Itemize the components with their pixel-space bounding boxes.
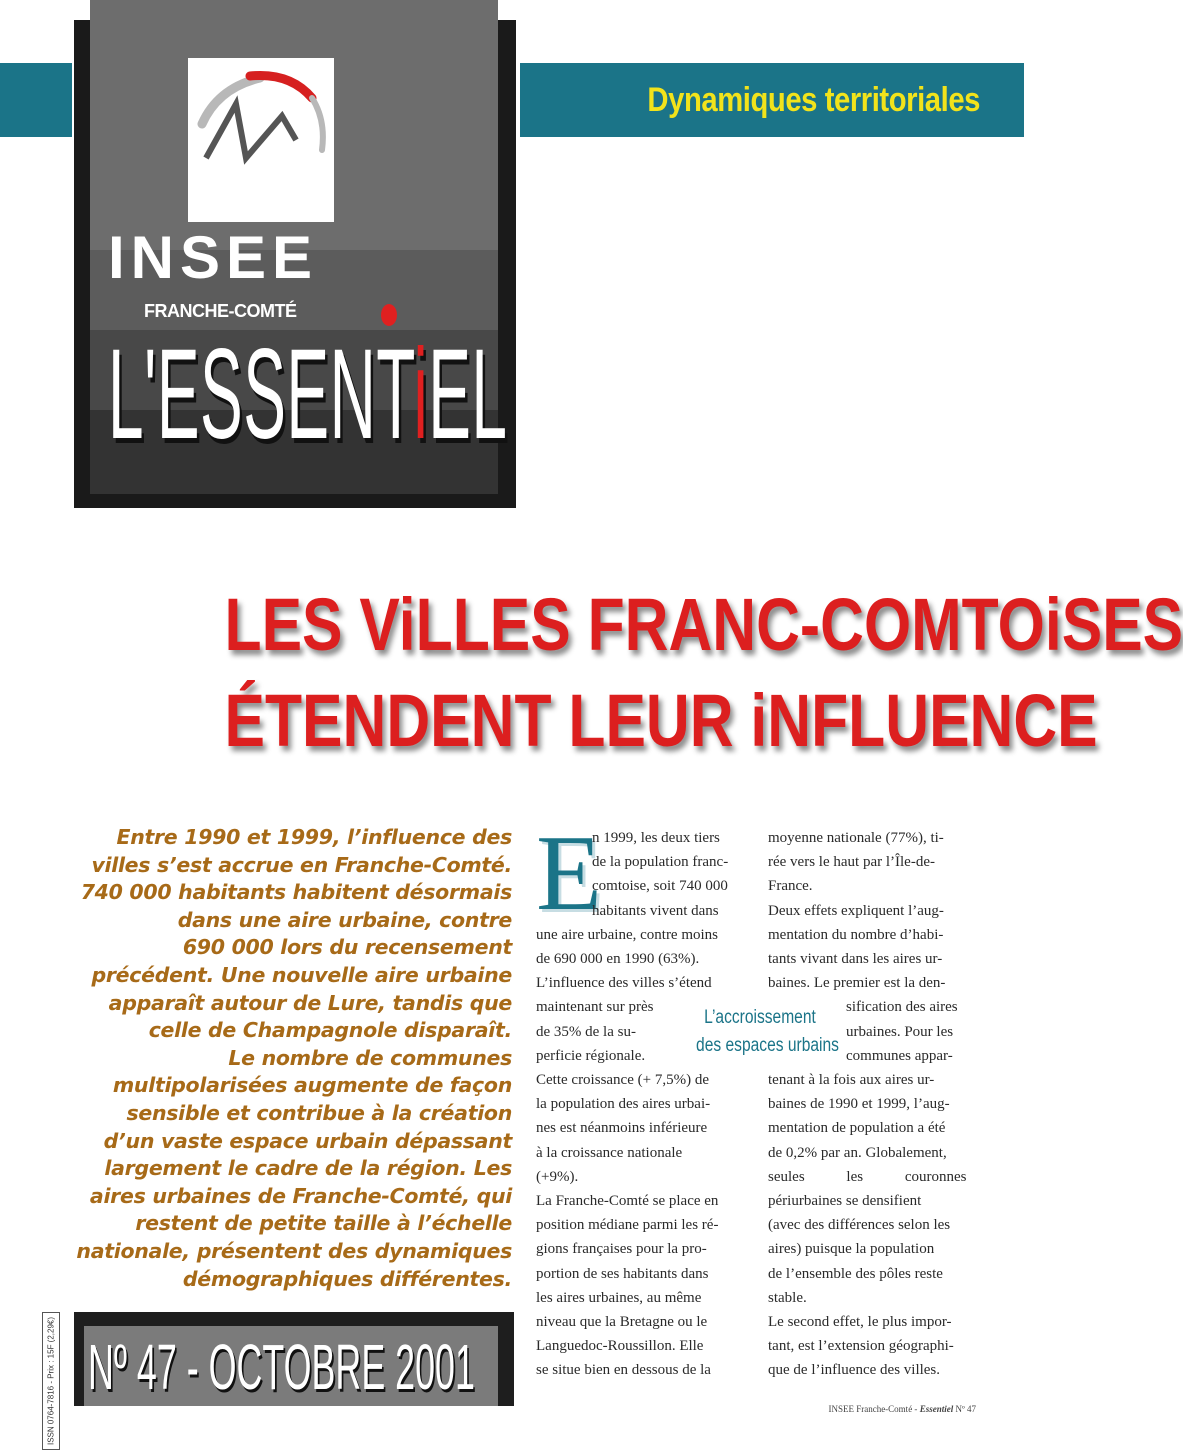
insee-logo — [188, 58, 334, 222]
headline-line-2: ÉTENDENT LEUR iNFLUENCE — [224, 679, 1098, 762]
body-line: périurbaines se densifient — [768, 1193, 922, 1210]
body-line: Deux effets expliquent l’aug- — [768, 902, 944, 919]
body-line: les aires urbaines, au même — [536, 1289, 702, 1306]
lead-paragraph — [56, 824, 512, 1293]
subhead-line-2: des espaces urbains — [696, 1035, 839, 1056]
body-line: (+9%). — [536, 1168, 579, 1185]
body-line: mentation du nombre d’habi- — [768, 926, 944, 943]
issue-number: Nº 47 - OCTOBRE 2001 — [88, 1331, 475, 1403]
body-line: maintenant sur près — [536, 999, 654, 1016]
body-line: tants vivant dans les aires ur- — [768, 951, 943, 968]
body-line: Le second effet, le plus impor- — [768, 1314, 952, 1331]
lead-line: villes s’est accrue en Franche-Comté. — [91, 852, 512, 877]
drop-cap: E — [536, 814, 602, 933]
lead-line: apparaît autour de Lure, tandis que — [108, 990, 512, 1015]
lead-line: celle de Champagnole disparaît. — [148, 1018, 512, 1043]
body-line: gions françaises pour la pro- — [536, 1241, 707, 1258]
body-line: niveau que la Bretagne ou le — [536, 1314, 708, 1331]
lead-line: précédent. Une nouvelle aire urbaine — [91, 962, 512, 987]
essentiel-title-prefix: L'ESSENT — [108, 323, 414, 466]
header-band-left — [0, 63, 72, 137]
body-line: n 1999, les deux tiers — [592, 830, 720, 846]
body-line: communes appar- — [846, 1047, 953, 1064]
lead-line: dans une aire urbaine, contre — [177, 907, 512, 932]
brand-insee: INSEE — [108, 224, 319, 291]
body-line: nes est néanmoins inférieure — [536, 1120, 708, 1137]
body-line: rée vers le haut par l’Île-de- — [768, 854, 935, 871]
lead-line: Entre 1990 et 1999, l’influence des — [116, 825, 512, 849]
body-line: que de l’influence des villes. — [768, 1362, 941, 1379]
footer-prefix: INSEE Franche-Comté - — [828, 1404, 920, 1414]
body-line: stable. — [768, 1289, 807, 1306]
body-line: L’influence des villes s’étend — [536, 975, 712, 992]
body-line: Languedoc-Roussillon. Elle — [536, 1338, 704, 1355]
headline-line-1: LES ViLLES FRANC-COMTOiSES — [224, 583, 1183, 666]
body-line: seules les couronnes — [768, 1168, 967, 1185]
body-line: à la croissance nationale — [536, 1144, 683, 1161]
lead-line: aires urbaines de Franche-Comté, qui — [89, 1183, 512, 1208]
body-line: urbaines. Pour les — [846, 1023, 954, 1040]
body-line: baines. Le premier est la den- — [768, 975, 946, 992]
body-column-2 — [768, 826, 976, 1383]
insee-logo-icon — [188, 58, 334, 222]
body-line: habitants vivent dans — [592, 902, 719, 919]
body-line: moyenne nationale (77%), ti- — [768, 830, 944, 846]
lead-line: multipolarisées augmente de façon — [112, 1073, 512, 1098]
body-line: de la population franc- — [592, 854, 729, 871]
body-line: de l’ensemble des pôles reste — [768, 1265, 943, 1282]
lead-line: nationale, présentent des dynamiques — [76, 1238, 512, 1263]
issn-text: ISSN 0764-7816 - Prix : 15F (2,29€) — [46, 1316, 56, 1446]
lead-line: sensible et contribue à la création — [126, 1100, 512, 1125]
body-line: tant, est l’extension géographi- — [768, 1338, 954, 1355]
essentiel-title-i: i — [413, 323, 429, 466]
lead-line: Le nombre de communes — [228, 1045, 512, 1070]
lead-line: démographiques différentes. — [182, 1266, 512, 1291]
body-line: une aire urbaine, contre moins — [536, 926, 719, 943]
rubric-title: Dynamiques territoriales — [647, 80, 980, 119]
body-line: mentation de population a été — [768, 1120, 946, 1137]
body-line: tenant à la fois aux aires ur- — [768, 1072, 935, 1089]
body-line: de 0,2% par an. Globalement, — [768, 1144, 947, 1161]
essentiel-title — [108, 320, 508, 470]
body-line: perficie régionale. — [536, 1047, 646, 1064]
lead-line: largement le cadre de la région. Les — [104, 1156, 512, 1181]
essentiel-title-suffix: EL — [428, 323, 508, 466]
lead-line: 740 000 habitants habitent désormais — [80, 880, 512, 905]
body-line: de 35% de la su- — [536, 1023, 636, 1040]
body-line: position médiane parmi les ré- — [536, 1217, 719, 1234]
body-line: France. — [768, 878, 813, 895]
body-line: comtoise, soit 740 000 — [592, 878, 728, 895]
body-line: Cette croissance (+ 7,5%) de — [536, 1072, 709, 1089]
footer-brand: Essentiel — [919, 1404, 954, 1414]
lead-line: restent de petite taille à l’échelle — [135, 1211, 512, 1236]
body-line: sification des aires — [846, 999, 958, 1016]
body-line: La Franche-Comté se place en — [536, 1193, 719, 1210]
body-line: se situe bien en dessous de la — [536, 1362, 711, 1379]
page-footer — [780, 1404, 976, 1414]
issn-box — [42, 1312, 60, 1450]
lead-line: d’un vaste espace urbain dépassant — [103, 1128, 512, 1153]
body-line: aires) puisque la population — [768, 1241, 935, 1258]
lead-line: 690 000 lors du recensement — [182, 935, 512, 960]
body-column-1 — [536, 814, 744, 1383]
body-line: portion de ses habitants dans — [536, 1265, 709, 1282]
page-headline — [60, 583, 1183, 762]
footer-number: Nº 47 — [953, 1404, 976, 1414]
body-line: baines de 1990 et 1999, l’aug- — [768, 1096, 950, 1113]
brand-region: FRANCHE-COMTÉ — [144, 301, 297, 321]
body-line: la population des aires urbai- — [536, 1096, 711, 1113]
body-line: de 690 000 en 1990 (63%). — [536, 951, 700, 968]
body-line: (avec des différences selon les — [768, 1217, 951, 1234]
subhead-line-1: L’accroissement — [704, 1007, 816, 1028]
